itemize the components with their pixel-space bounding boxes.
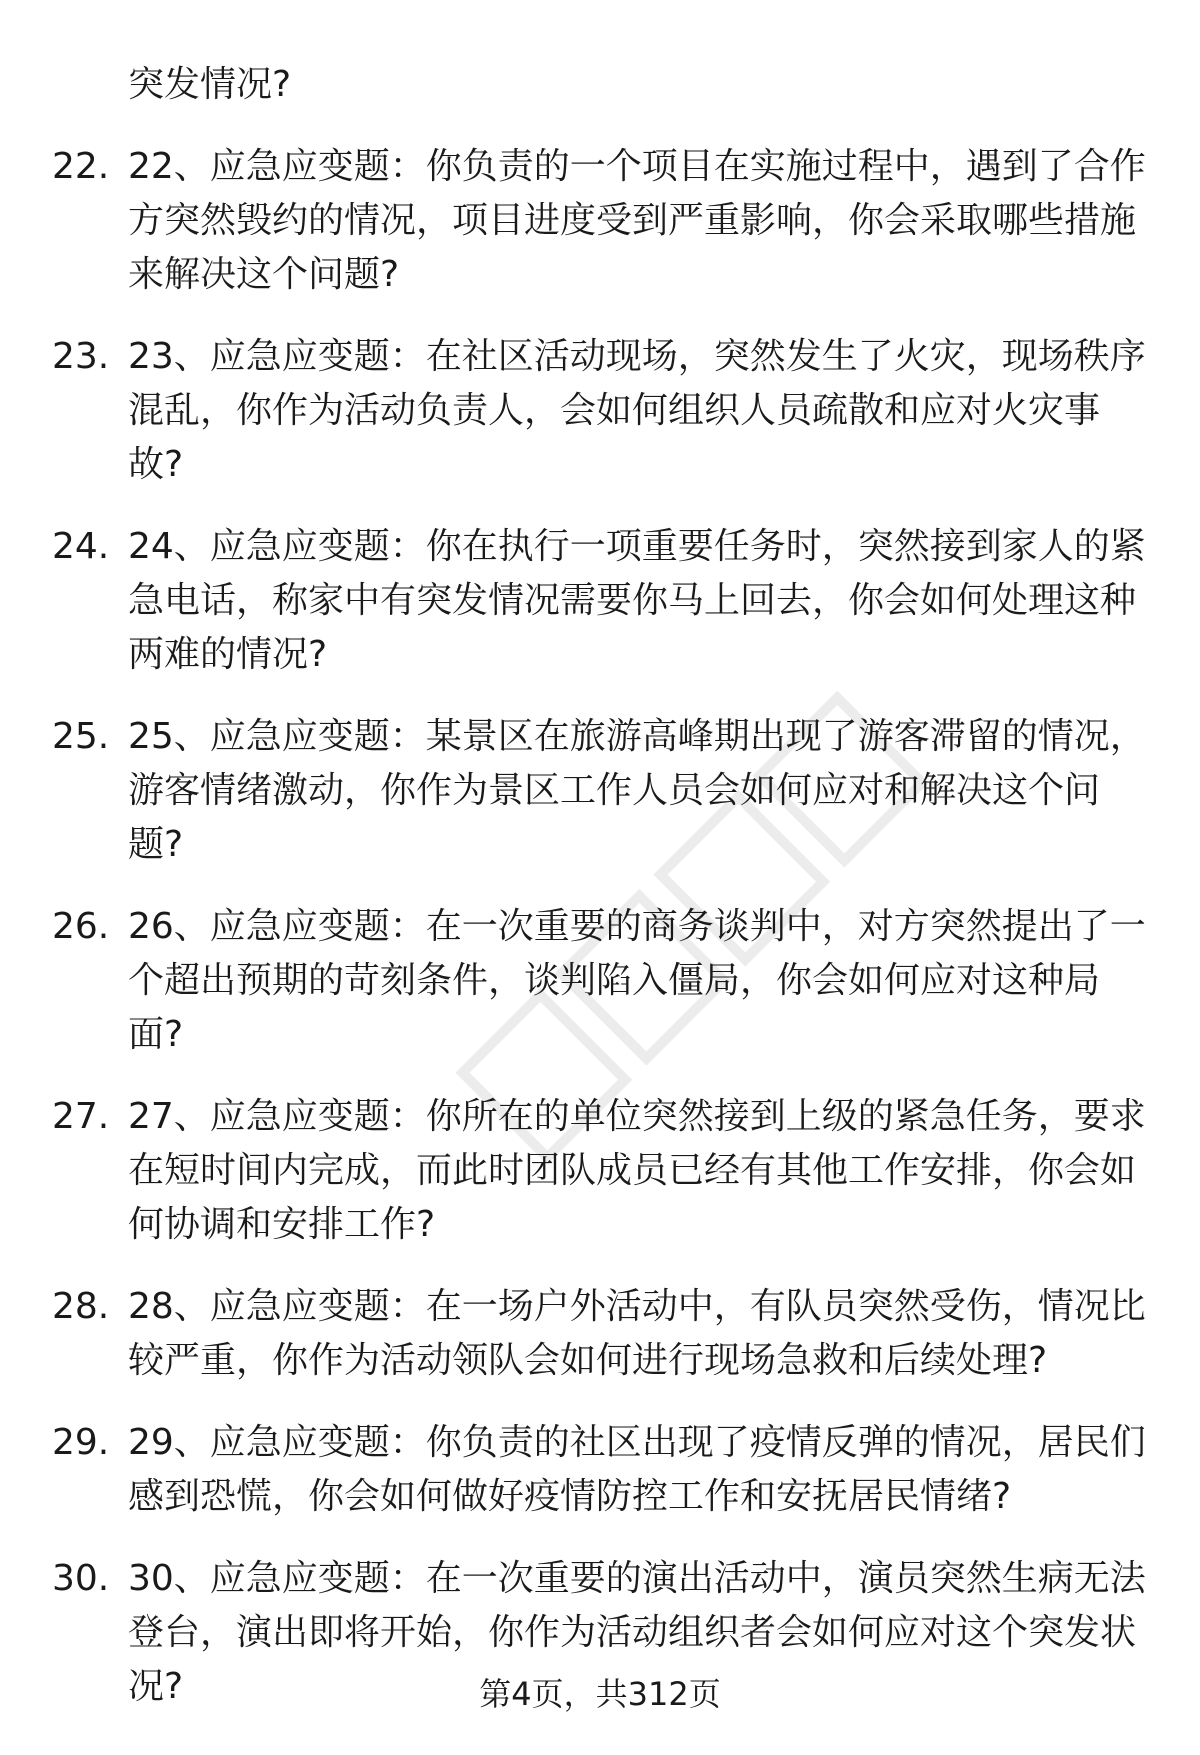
question-number: 24. (52, 526, 110, 567)
question-list (0, 140, 1200, 1742)
question-number: 22. (52, 146, 110, 187)
continuation-text: 突发情况? (128, 64, 292, 105)
question-number: 26. (52, 906, 110, 947)
question-text: 28、应急应变题：在一场户外活动中，有队员突然受伤，情况比 较严重，你作为活动领队会如何进行现场急救和后续处理? (128, 1286, 1146, 1381)
question-text: 25、应急应变题：某景区在旅游高峰期出现了游客滞留的情况， 游客情绪激动，你作为景区工作人员会如何应对和解决这个问 题? (128, 716, 1146, 865)
list-item (0, 1090, 1200, 1252)
page-footer: 第4页，共312页 (479, 1675, 721, 1713)
question-text: 26、应急应变题：在一次重要的商务谈判中，对方突然提出了一 个超出预期的苛刻条件，谈判陷入僵局，你会如何应对这种局 面? (128, 906, 1146, 1055)
question-text: 24、应急应变题：你在执行一项重要任务时，突然接到家人的紧 急电话，称家中有突发情况需要你马上回去，你会如何处理这种 两难的情况? (128, 526, 1146, 675)
question-text: 27、应急应变题：你所在的单位突然接到上级的紧急任务，要求 在短时间内完成，而此时团队成员已经有其他工作安排，你会如 何协调和安排工作? (128, 1096, 1146, 1245)
question-number: 28. (52, 1286, 110, 1327)
question-number: 29. (52, 1422, 110, 1463)
question-text: 29、应急应变题：你负责的社区出现了疫情反弹的情况，居民们 感到恐慌，你会如何做好疫情防控工作和安抚居民情绪? (128, 1422, 1146, 1517)
question-text: 23、应急应变题：在社区活动现场，突然发生了火灾，现场秩序 混乱，你作为活动负责人，会如何组织人员疏散和应对火灾事 故? (128, 336, 1146, 485)
question-text: 22、应急应变题：你负责的一个项目在实施过程中，遇到了合作 方突然毁约的情况，项目进度受到严重影响，你会采取哪些措施 来解决这个问题? (128, 146, 1146, 295)
list-item (0, 710, 1200, 872)
list-item (0, 330, 1200, 492)
list-item (0, 1416, 1200, 1524)
question-number: 23. (52, 336, 110, 377)
list-item (0, 1280, 1200, 1388)
question-number: 30. (52, 1558, 110, 1599)
question-number: 27. (52, 1096, 110, 1137)
list-item (0, 520, 1200, 682)
list-item (0, 900, 1200, 1062)
question-text: 30、应急应变题：在一次重要的演出活动中，演员突然生病无法 登台，演出即将开始，你作为活动组织者会如何应对这个突发状 况? (128, 1558, 1146, 1707)
list-item (0, 140, 1200, 302)
question-number: 25. (52, 716, 110, 757)
